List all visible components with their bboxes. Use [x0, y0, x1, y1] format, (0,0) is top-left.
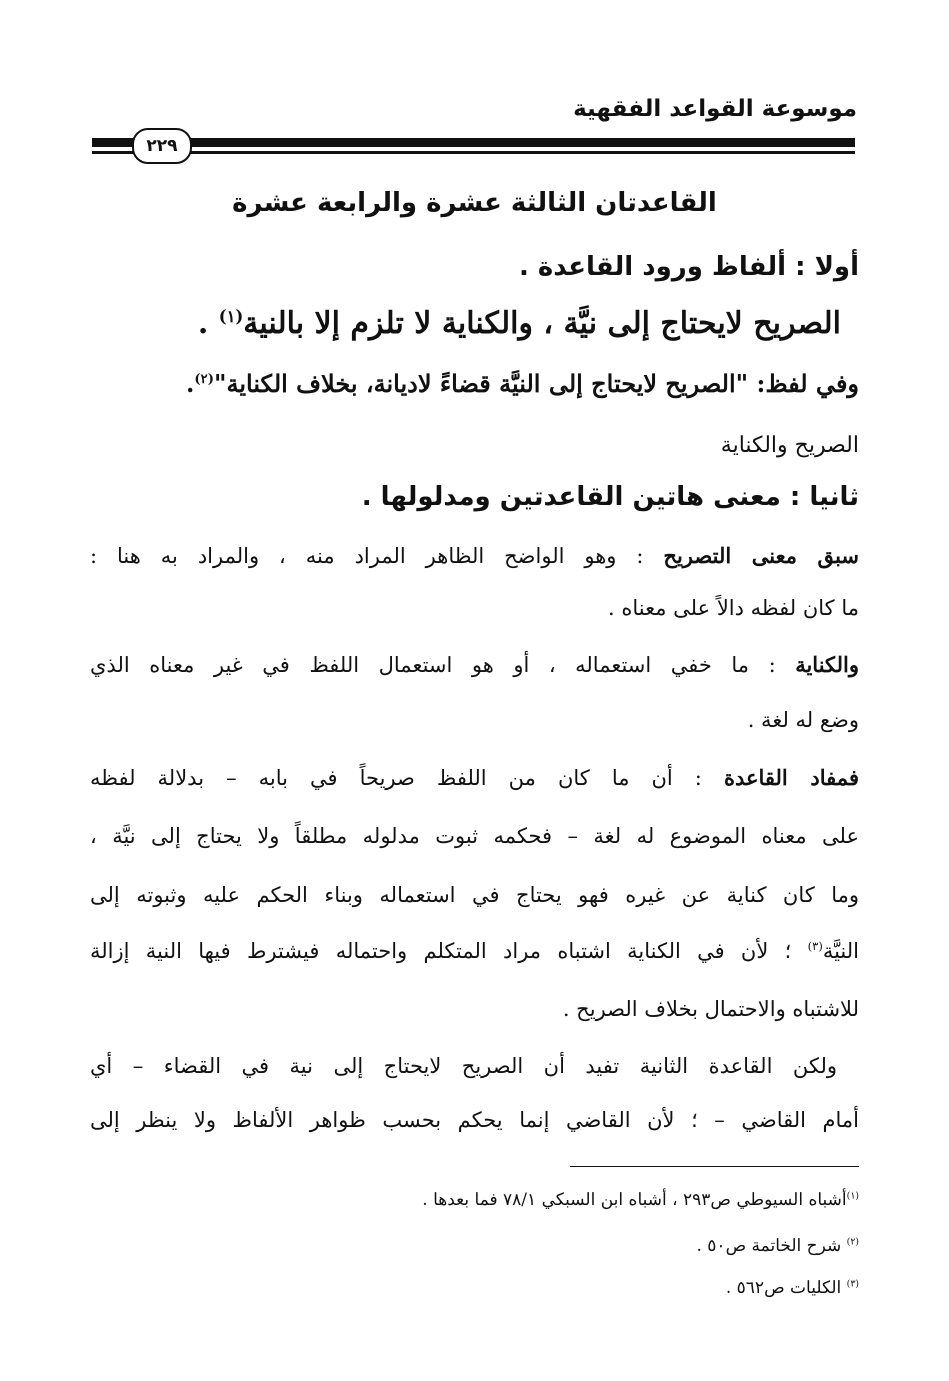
paragraph-line: على معناه الموضوع له لغة – فحكمه ثبوت مدلوله مطلقاً ولا يحتاج إلى نيَّة ،: [90, 824, 859, 848]
footnote-text: أشباه السيوطي ص٢٩٣ ، أشباه ابن السبكي ٧٨/١ فما بعدها .: [422, 1190, 847, 1210]
running-title: موسوعة القواعد الفقهية: [573, 96, 857, 122]
rule-end: .: [197, 306, 219, 341]
footnote-ref-3: (٣): [807, 939, 823, 953]
paragraph-line: [90, 939, 859, 964]
paragraph-line: أمام القاضي – ؛ لأن القاضي إنما يحكم بحسب ظواهر الألفاظ ولا ينظر إلى: [90, 1108, 859, 1132]
footnote-marker: (٣): [846, 1278, 859, 1290]
paragraph-line: ولكن القاعدة الثانية تفيد أن الصريح لايحتاج إلى نية في القضاء – أي: [90, 1054, 837, 1078]
heading-wordings: أولا : ألفاظ ورود القاعدة .: [518, 252, 859, 282]
term-mufad: فمفاد القاعدة: [723, 765, 859, 790]
paragraph-line: وضع له لغة .: [747, 708, 859, 732]
footnote-text: الكليات ص٥٦٢ .: [725, 1278, 847, 1298]
rule-statement: [90, 306, 841, 342]
paragraph-line: [90, 765, 859, 791]
footnote-ref-1: (١): [218, 307, 244, 326]
header-rule-thin: [92, 151, 855, 154]
paragraph-line: [90, 652, 859, 678]
header-rule-thick: [92, 138, 855, 147]
paragraph-line: للاشتباه والاحتمال بخلاف الصريح .: [562, 997, 859, 1021]
footnote: [696, 1236, 859, 1256]
line-text: : وهو الواضح الظاهر المراد منه ، والمراد به هنا :: [90, 544, 664, 568]
heading-meaning: ثانيا : معنى هاتين القاعدتين ومدلولها .: [361, 482, 859, 512]
footnote-text: شرح الخاتمة ص٥٠ .: [696, 1236, 847, 1256]
term-kinaya: والكناية: [795, 652, 859, 677]
rule-text: الصريح لايحتاج إلى نيَّة ، والكناية لا تلزم إلا بالنية: [243, 306, 841, 341]
footnote-ref-2: (٢): [194, 372, 214, 387]
line-text: ؛ لأن في الكناية اشتباه مراد المتكلم واحتماله فيشترط فيها النية إزالة: [90, 939, 808, 963]
footnote-marker: (٢): [846, 1236, 859, 1248]
footnote: [726, 1278, 859, 1298]
line-text: النيَّة: [822, 939, 859, 963]
footnote: [422, 1190, 859, 1210]
paragraph-line: [90, 543, 859, 569]
footnote-separator: [570, 1166, 859, 1167]
footnote-marker: (١): [846, 1190, 859, 1202]
line-text: : أن ما كان من اللفظ صريحاً في بابه – بدلالة لفظه: [90, 766, 724, 790]
section-title: القاعدتان الثالثة عشرة والرابعة عشرة: [232, 188, 717, 218]
variant-text: وفي لفظ: "الصريح لايحتاج إلى النيَّة قضاءً لاديانة، بخلاف الكناية": [213, 369, 859, 398]
paragraph-line: وما كان كناية عن غيره فهو يحتاج في استعماله وبناء الحكم عليه وثبوته إلى: [90, 883, 859, 907]
orphan-line: الصريح والكناية: [720, 433, 859, 458]
variant-end: .: [186, 369, 195, 398]
term-tasrih: سبق معنى التصريح: [663, 543, 860, 568]
rule-variant: [90, 370, 859, 399]
line-text: : ما خفي استعماله ، أو هو استعمال اللفظ في غير معناه الذي: [90, 653, 796, 677]
page-number: ٢٢٩: [132, 128, 192, 164]
paragraph-line: ما كان لفظه دالاً على معناه .: [608, 596, 859, 620]
